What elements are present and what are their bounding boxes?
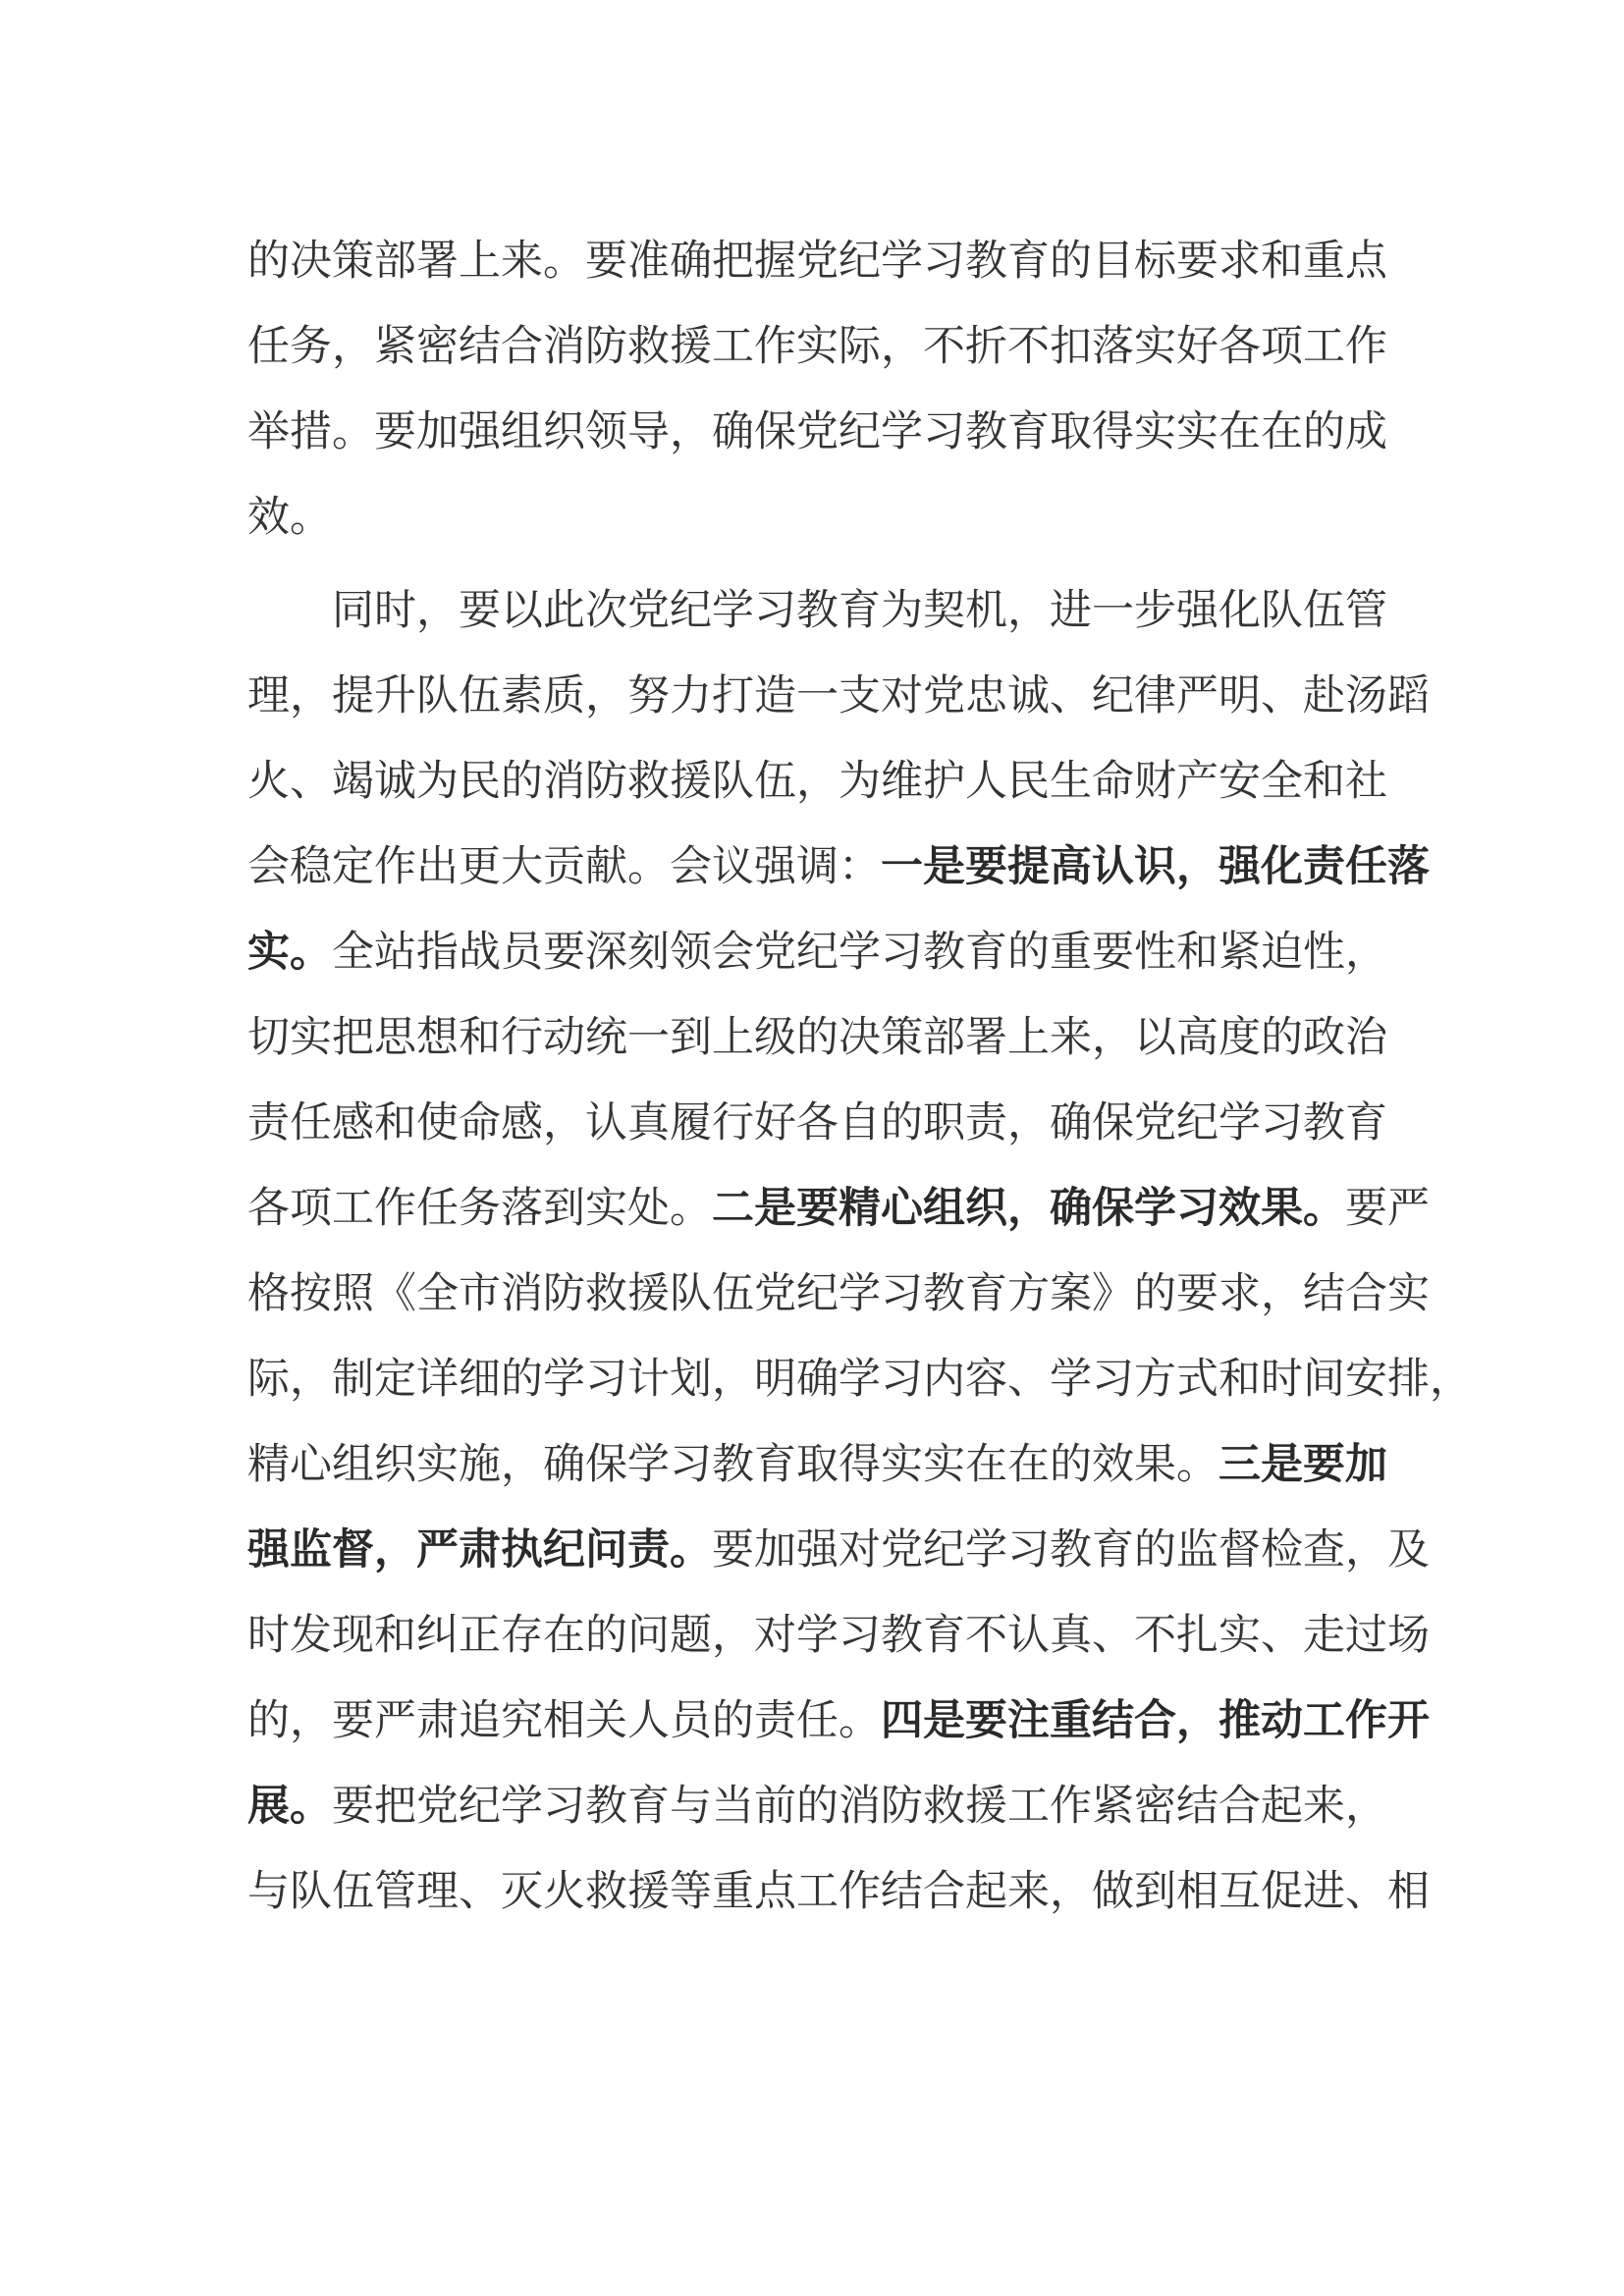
body-text: 全站指战员要深刻领会党纪学习教育的重要性和紧迫性，: [332, 928, 1387, 977]
text-line: [247, 1166, 1430, 1252]
text-line: [247, 1593, 1430, 1679]
body-text: 火、竭诚为民的消防救援队伍，为维护人民生命财产安全和社: [247, 757, 1387, 806]
body-text: 效。: [247, 493, 332, 542]
bold-text: 三是要加: [1218, 1440, 1387, 1489]
text-line: [247, 1337, 1472, 1422]
paragraph-1: [247, 219, 1386, 561]
body-text: 际，制定详细的学习计划，明确学习内容、学习方式和时间安排，: [247, 1355, 1472, 1404]
text-line: [247, 654, 1430, 739]
body-text: 举措。要加强组织领导，确保党纪学习教育取得实实在在的成: [247, 407, 1387, 456]
text-line: [247, 910, 1386, 995]
text-line: [247, 1764, 1386, 1849]
body-text: 的决策部署上来。要准确把握党纪学习教育的目标要求和重点: [247, 237, 1387, 286]
body-text: 时发现和纠正存在的问题，对学习教育不认真、不扎实、走过场: [247, 1611, 1430, 1660]
bold-text: 二是要精心组织，确保学习效果。: [712, 1184, 1345, 1233]
text-line: [247, 1508, 1430, 1593]
body-text: 格按照《全市消防救援队伍党纪学习教育方案》的要求，结合实: [247, 1269, 1430, 1318]
text-line: [247, 1422, 1386, 1508]
text-line: [247, 1252, 1430, 1337]
text-line: [247, 1081, 1386, 1166]
body-text: 的，要严肃追究相关人员的责任。: [247, 1696, 881, 1745]
body-text: 切实把思想和行动统一到上级的决策部署上来，以高度的政治: [247, 1013, 1387, 1062]
body-text: 与队伍管理、灭火救援等重点工作结合起来，做到相互促进、相: [247, 1867, 1430, 1916]
text-line: [247, 825, 1430, 910]
body-text: 要把党纪学习教育与当前的消防救援工作紧密结合起来，: [332, 1782, 1387, 1831]
bold-text: 强监督，严肃执纪问责。: [247, 1525, 712, 1575]
text-line: [247, 475, 1386, 561]
body-text: 要加强对党纪学习教育的监督检查，及: [712, 1525, 1430, 1575]
text-line: [247, 219, 1386, 304]
text-line: [247, 390, 1386, 475]
text-line: [247, 304, 1386, 390]
bold-text: 一是要提高认识，强化责任落: [881, 842, 1430, 891]
text-line: [247, 739, 1386, 825]
body-text: 责任感和使命感，认真履行好各自的职责，确保党纪学习教育: [247, 1098, 1387, 1148]
text-line: [247, 1679, 1430, 1764]
bold-text: 实。: [247, 928, 332, 977]
paragraph-2: [247, 568, 1472, 1935]
bold-text: 展。: [247, 1782, 332, 1831]
body-text: 要严: [1345, 1184, 1430, 1233]
body-text: 各项工作任务落到实处。: [247, 1184, 712, 1233]
body-text: 理，提升队伍素质，努力打造一支对党忠诚、纪律严明、赴汤蹈: [247, 671, 1430, 721]
body-text: 任务，紧密结合消防救援工作实际，不折不扣落实好各项工作: [247, 322, 1387, 371]
body-text: 同时，要以此次党纪学习教育为契机，进一步强化队伍管: [332, 586, 1387, 635]
body-text: 会稳定作出更大贡献。会议强调：: [247, 842, 881, 891]
body-text: 精心组织实施，确保学习教育取得实实在在的效果。: [247, 1440, 1218, 1489]
bold-text: 四是要注重结合，推动工作开: [881, 1696, 1430, 1745]
text-line: [247, 568, 1386, 654]
text-line: [247, 995, 1386, 1081]
text-line: [247, 1849, 1430, 1935]
